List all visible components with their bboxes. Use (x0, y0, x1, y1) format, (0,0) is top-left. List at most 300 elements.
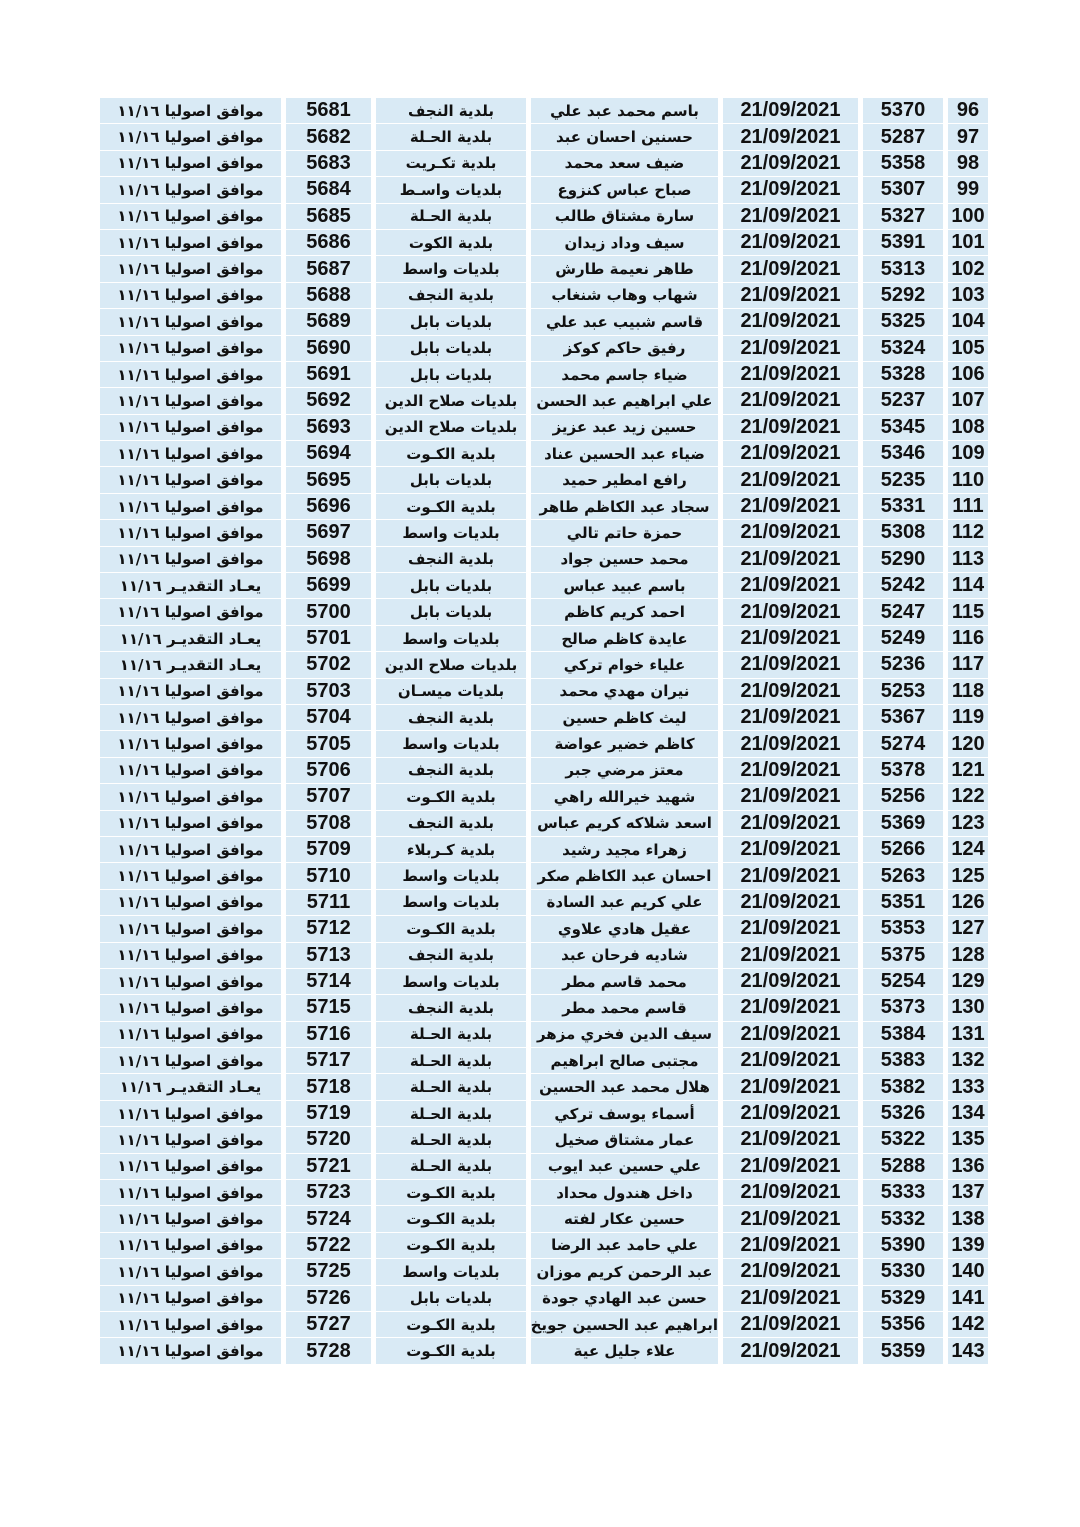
reference-code-cell: 5720 (281, 1127, 371, 1153)
table-row (100, 151, 988, 177)
reference-code-cell: 5727 (281, 1312, 371, 1338)
sequence-number-cell: 131 (943, 1022, 988, 1048)
approval-status-cell: موافق اصوليا ١١/١٦ (100, 1154, 281, 1180)
approval-status-cell: موافق اصوليا ١١/١٦ (100, 1101, 281, 1127)
approval-status-cell: موافق اصوليا ١١/١٦ (100, 309, 281, 335)
approval-status-cell: موافق اصوليا ١١/١٦ (100, 731, 281, 757)
sequence-number-cell: 109 (943, 441, 988, 467)
date-cell: 21/09/2021 (718, 309, 858, 335)
table-row (100, 547, 988, 573)
sequence-number-cell: 119 (943, 705, 988, 731)
date-cell: 21/09/2021 (718, 1022, 858, 1048)
table-row (100, 1206, 988, 1232)
municipality-cell: بلديات ميسـان (371, 679, 526, 705)
municipality-cell: بلدية النجف (371, 758, 526, 784)
sequence-number-cell: 132 (943, 1048, 988, 1074)
reference-code-cell: 5725 (281, 1259, 371, 1285)
sequence-number-cell: 110 (943, 467, 988, 493)
request-number-cell: 5307 (858, 177, 943, 203)
sequence-number-cell: 137 (943, 1180, 988, 1206)
table-row (100, 336, 988, 362)
municipality-cell: بلدية الكوت (371, 230, 526, 256)
request-number-cell: 5256 (858, 784, 943, 810)
request-number-cell: 5326 (858, 1101, 943, 1127)
person-name-cell: نيران مهدي محمد (526, 679, 718, 705)
person-name-cell: مجتبى صالح ابراهيم (526, 1048, 718, 1074)
date-cell: 21/09/2021 (718, 494, 858, 520)
approval-status-cell: موافق اصوليا ١١/١٦ (100, 1259, 281, 1285)
reference-code-cell: 5721 (281, 1154, 371, 1180)
approval-status-cell: موافق اصوليا ١١/١٦ (100, 124, 281, 150)
sequence-number-cell: 115 (943, 599, 988, 625)
request-number-cell: 5266 (858, 837, 943, 863)
municipality-cell: بلديات بابل (371, 467, 526, 493)
request-number-cell: 5290 (858, 547, 943, 573)
date-cell: 21/09/2021 (718, 1180, 858, 1206)
request-number-cell: 5327 (858, 204, 943, 230)
sequence-number-cell: 142 (943, 1312, 988, 1338)
table-row (100, 256, 988, 282)
municipality-cell: بلديات واسط (371, 626, 526, 652)
date-cell: 21/09/2021 (718, 124, 858, 150)
approval-status-cell: موافق اصوليا ١١/١٦ (100, 204, 281, 230)
approval-status-cell: موافق اصوليا ١١/١٦ (100, 441, 281, 467)
date-cell: 21/09/2021 (718, 811, 858, 837)
sequence-number-cell: 120 (943, 731, 988, 757)
municipality-cell: بلدية الكـوت (371, 441, 526, 467)
date-cell: 21/09/2021 (718, 362, 858, 388)
reference-code-cell: 5724 (281, 1206, 371, 1232)
approval-status-cell: موافق اصوليا ١١/١٦ (100, 415, 281, 441)
table-row (100, 520, 988, 546)
municipality-cell: بلديات صلاح الدين (371, 415, 526, 441)
sequence-number-cell: 135 (943, 1127, 988, 1153)
reference-code-cell: 5689 (281, 309, 371, 335)
request-number-cell: 5328 (858, 362, 943, 388)
table-row (100, 995, 988, 1021)
municipality-cell: بلديات واسط (371, 969, 526, 995)
person-name-cell: طاهر نعيمة طارش (526, 256, 718, 282)
date-cell: 21/09/2021 (718, 256, 858, 282)
approval-status-cell: موافق اصوليا ١١/١٦ (100, 1048, 281, 1074)
sequence-number-cell: 112 (943, 520, 988, 546)
person-name-cell: عايدة كاظم صالح (526, 626, 718, 652)
person-name-cell: زهراء مجيد رشيد (526, 837, 718, 863)
reference-code-cell: 5710 (281, 863, 371, 889)
person-name-cell: قاسم محمد مطر (526, 995, 718, 1021)
reference-code-cell: 5688 (281, 283, 371, 309)
table-row (100, 916, 988, 942)
table-row (100, 784, 988, 810)
reference-code-cell: 5726 (281, 1286, 371, 1312)
request-number-cell: 5367 (858, 705, 943, 731)
date-cell: 21/09/2021 (718, 1048, 858, 1074)
approval-status-cell: موافق اصوليا ١١/١٦ (100, 467, 281, 493)
person-name-cell: هلال محمد عبد الحسين (526, 1074, 718, 1100)
person-name-cell: كاظم خضير عواضة (526, 731, 718, 757)
person-name-cell: ضياء جاسم محمد (526, 362, 718, 388)
reference-code-cell: 5697 (281, 520, 371, 546)
table-row (100, 230, 988, 256)
sequence-number-cell: 98 (943, 151, 988, 177)
person-name-cell: علي حسين عبد ايوب (526, 1154, 718, 1180)
municipality-cell: بلدية النجف (371, 98, 526, 124)
reference-code-cell: 5682 (281, 124, 371, 150)
person-name-cell: ضياء عبد الحسين عناد (526, 441, 718, 467)
date-cell: 21/09/2021 (718, 599, 858, 625)
sequence-number-cell: 130 (943, 995, 988, 1021)
municipality-cell: بلدية النجف (371, 811, 526, 837)
date-cell: 21/09/2021 (718, 758, 858, 784)
approval-status-cell: موافق اصوليا ١١/١٦ (100, 1127, 281, 1153)
sequence-number-cell: 136 (943, 1154, 988, 1180)
date-cell: 21/09/2021 (718, 520, 858, 546)
sequence-number-cell: 124 (943, 837, 988, 863)
table-row (100, 758, 988, 784)
table-row (100, 811, 988, 837)
person-name-cell: علاء جليل عية (526, 1338, 718, 1364)
table-row (100, 124, 988, 150)
table-row (100, 652, 988, 678)
reference-code-cell: 5723 (281, 1180, 371, 1206)
request-number-cell: 5254 (858, 969, 943, 995)
sequence-number-cell: 139 (943, 1233, 988, 1259)
date-cell: 21/09/2021 (718, 177, 858, 203)
person-name-cell: حمزة حاتم تالي (526, 520, 718, 546)
sequence-number-cell: 99 (943, 177, 988, 203)
approval-status-cell: موافق اصوليا ١١/١٦ (100, 283, 281, 309)
reference-code-cell: 5705 (281, 731, 371, 757)
table-row (100, 1074, 988, 1100)
sequence-number-cell: 134 (943, 1101, 988, 1127)
request-number-cell: 5263 (858, 863, 943, 889)
request-number-cell: 5345 (858, 415, 943, 441)
date-cell: 21/09/2021 (718, 705, 858, 731)
request-number-cell: 5235 (858, 467, 943, 493)
municipality-cell: بلدية كـربلاء (371, 837, 526, 863)
person-name-cell: باسم عبيد عباس (526, 573, 718, 599)
date-cell: 21/09/2021 (718, 1286, 858, 1312)
approval-status-cell: يعـاد التقديـر ١١/١٦ (100, 1074, 281, 1100)
sequence-number-cell: 133 (943, 1074, 988, 1100)
sequence-number-cell: 96 (943, 98, 988, 124)
sequence-number-cell: 100 (943, 204, 988, 230)
date-cell: 21/09/2021 (718, 995, 858, 1021)
approval-status-cell: موافق اصوليا ١١/١٦ (100, 811, 281, 837)
approval-status-cell: موافق اصوليا ١١/١٦ (100, 1022, 281, 1048)
approval-status-cell: موافق اصوليا ١١/١٦ (100, 362, 281, 388)
request-number-cell: 5274 (858, 731, 943, 757)
request-number-cell: 5287 (858, 124, 943, 150)
municipality-cell: بلديات صلاح الدين (371, 652, 526, 678)
person-name-cell: ابراهيم عبد الحسين جويخ (526, 1312, 718, 1338)
municipality-cell: بلديات بابل (371, 573, 526, 599)
reference-code-cell: 5717 (281, 1048, 371, 1074)
reference-code-cell: 5690 (281, 336, 371, 362)
sequence-number-cell: 122 (943, 784, 988, 810)
municipality-cell: بلدية الحـلة (371, 1048, 526, 1074)
person-name-cell: شهيد خيرالله راهي (526, 784, 718, 810)
request-number-cell: 5324 (858, 336, 943, 362)
person-name-cell: حسنين احسان عبد (526, 124, 718, 150)
person-name-cell: صباح عباس كنزوع (526, 177, 718, 203)
date-cell: 21/09/2021 (718, 573, 858, 599)
municipality-cell: بلدية الكـوت (371, 1180, 526, 1206)
table-row (100, 388, 988, 414)
table-row (100, 969, 988, 995)
request-number-cell: 5332 (858, 1206, 943, 1232)
table-row (100, 204, 988, 230)
request-number-cell: 5370 (858, 98, 943, 124)
approval-status-cell: موافق اصوليا ١١/١٦ (100, 943, 281, 969)
person-name-cell: معتز مرضي جبر (526, 758, 718, 784)
sequence-number-cell: 138 (943, 1206, 988, 1232)
approval-status-cell: موافق اصوليا ١١/١٦ (100, 1286, 281, 1312)
sequence-number-cell: 126 (943, 890, 988, 916)
person-name-cell: شاديه فرحان عبد (526, 943, 718, 969)
approval-status-cell: يعـاد التقديـر ١١/١٦ (100, 626, 281, 652)
date-cell: 21/09/2021 (718, 1206, 858, 1232)
municipality-cell: بلدية تكـريت (371, 151, 526, 177)
municipality-cell: بلدية الكـوت (371, 784, 526, 810)
table-row (100, 837, 988, 863)
approval-status-cell: موافق اصوليا ١١/١٦ (100, 547, 281, 573)
table-row (100, 863, 988, 889)
person-name-cell: سجاد عبد الكاظم طاهر (526, 494, 718, 520)
approval-status-cell: موافق اصوليا ١١/١٦ (100, 177, 281, 203)
reference-code-cell: 5695 (281, 467, 371, 493)
sequence-number-cell: 97 (943, 124, 988, 150)
table-row (100, 731, 988, 757)
approval-status-cell: يعـاد التقديـر ١١/١٦ (100, 652, 281, 678)
sequence-number-cell: 103 (943, 283, 988, 309)
sequence-number-cell: 125 (943, 863, 988, 889)
table-row (100, 415, 988, 441)
request-number-cell: 5369 (858, 811, 943, 837)
date-cell: 21/09/2021 (718, 626, 858, 652)
reference-code-cell: 5703 (281, 679, 371, 705)
municipality-cell: بلدية الحـلة (371, 1101, 526, 1127)
request-number-cell: 5242 (858, 573, 943, 599)
table-row (100, 1233, 988, 1259)
municipality-cell: بلديات واسط (371, 520, 526, 546)
sequence-number-cell: 127 (943, 916, 988, 942)
sequence-number-cell: 129 (943, 969, 988, 995)
municipality-cell: بلديات واسط (371, 731, 526, 757)
reference-code-cell: 5713 (281, 943, 371, 969)
sequence-number-cell: 104 (943, 309, 988, 335)
date-cell: 21/09/2021 (718, 151, 858, 177)
person-name-cell: علياء خوام تركي (526, 652, 718, 678)
person-name-cell: ليث كاظم حسين (526, 705, 718, 731)
municipality-cell: بلدية النجف (371, 283, 526, 309)
date-cell: 21/09/2021 (718, 336, 858, 362)
approval-status-cell: موافق اصوليا ١١/١٦ (100, 916, 281, 942)
municipality-cell: بلدية الكـوت (371, 1206, 526, 1232)
date-cell: 21/09/2021 (718, 1259, 858, 1285)
date-cell: 21/09/2021 (718, 969, 858, 995)
request-number-cell: 5330 (858, 1259, 943, 1285)
person-name-cell: ضيف سعد محمد (526, 151, 718, 177)
sequence-number-cell: 111 (943, 494, 988, 520)
date-cell: 21/09/2021 (718, 388, 858, 414)
sequence-number-cell: 105 (943, 336, 988, 362)
table-row (100, 1022, 988, 1048)
approval-status-cell: موافق اصوليا ١١/١٦ (100, 230, 281, 256)
sequence-number-cell: 128 (943, 943, 988, 969)
sequence-number-cell: 106 (943, 362, 988, 388)
approval-status-cell: موافق اصوليا ١١/١٦ (100, 520, 281, 546)
reference-code-cell: 5691 (281, 362, 371, 388)
municipality-cell: بلدية الحـلة (371, 1127, 526, 1153)
request-number-cell: 5383 (858, 1048, 943, 1074)
person-name-cell: علي كريم عبد السادة (526, 890, 718, 916)
table-row (100, 1312, 988, 1338)
table-row (100, 890, 988, 916)
reference-code-cell: 5701 (281, 626, 371, 652)
reference-code-cell: 5712 (281, 916, 371, 942)
request-number-cell: 5353 (858, 916, 943, 942)
approval-status-cell: موافق اصوليا ١١/١٦ (100, 995, 281, 1021)
person-name-cell: رفيق حاكم كوكز (526, 336, 718, 362)
sequence-number-cell: 143 (943, 1338, 988, 1364)
request-number-cell: 5356 (858, 1312, 943, 1338)
municipality-cell: بلدية الحـلة (371, 1074, 526, 1100)
approval-status-cell: يعـاد التقديـر ١١/١٦ (100, 573, 281, 599)
table-row (100, 98, 988, 124)
date-cell: 21/09/2021 (718, 837, 858, 863)
request-number-cell: 5351 (858, 890, 943, 916)
municipality-cell: بلديات بابل (371, 336, 526, 362)
sequence-number-cell: 101 (943, 230, 988, 256)
reference-code-cell: 5709 (281, 837, 371, 863)
approval-status-cell: موافق اصوليا ١١/١٦ (100, 336, 281, 362)
table-row (100, 177, 988, 203)
reference-code-cell: 5694 (281, 441, 371, 467)
request-number-cell: 5247 (858, 599, 943, 625)
date-cell: 21/09/2021 (718, 652, 858, 678)
sequence-number-cell: 121 (943, 758, 988, 784)
approval-status-cell: موافق اصوليا ١١/١٦ (100, 1206, 281, 1232)
sequence-number-cell: 113 (943, 547, 988, 573)
municipality-cell: بلديات بابل (371, 309, 526, 335)
date-cell: 21/09/2021 (718, 863, 858, 889)
sequence-number-cell: 114 (943, 573, 988, 599)
date-cell: 21/09/2021 (718, 1101, 858, 1127)
date-cell: 21/09/2021 (718, 784, 858, 810)
date-cell: 21/09/2021 (718, 943, 858, 969)
request-number-cell: 5358 (858, 151, 943, 177)
table-row (100, 362, 988, 388)
municipality-cell: بلدية النجف (371, 547, 526, 573)
records-table (100, 98, 988, 1365)
person-name-cell: احمد كريم كاظم (526, 599, 718, 625)
approval-status-cell: موافق اصوليا ١١/١٦ (100, 758, 281, 784)
municipality-cell: بلديات واسط (371, 890, 526, 916)
municipality-cell: بلدية الحـلة (371, 124, 526, 150)
municipality-cell: بلدية الكـوت (371, 1312, 526, 1338)
municipality-cell: بلدية الكـوت (371, 1233, 526, 1259)
approval-status-cell: موافق اصوليا ١١/١٦ (100, 494, 281, 520)
reference-code-cell: 5681 (281, 98, 371, 124)
date-cell: 21/09/2021 (718, 731, 858, 757)
municipality-cell: بلدية الحـلة (371, 204, 526, 230)
approval-status-cell: موافق اصوليا ١١/١٦ (100, 784, 281, 810)
municipality-cell: بلديات واسـط (371, 177, 526, 203)
reference-code-cell: 5715 (281, 995, 371, 1021)
table-row (100, 1154, 988, 1180)
request-number-cell: 5331 (858, 494, 943, 520)
person-name-cell: محمد حسين جواد (526, 547, 718, 573)
person-name-cell: علي حامد عبد الرضا (526, 1233, 718, 1259)
sequence-number-cell: 102 (943, 256, 988, 282)
reference-code-cell: 5686 (281, 230, 371, 256)
reference-code-cell: 5693 (281, 415, 371, 441)
person-name-cell: سارة مشتاق طالب (526, 204, 718, 230)
approval-status-cell: موافق اصوليا ١١/١٦ (100, 256, 281, 282)
table-row (100, 494, 988, 520)
table-row (100, 283, 988, 309)
person-name-cell: قاسم شبيب عبد علي (526, 309, 718, 335)
request-number-cell: 5253 (858, 679, 943, 705)
table-row (100, 1127, 988, 1153)
municipality-cell: بلديات بابل (371, 362, 526, 388)
person-name-cell: احسان عبد الكاظم صكر (526, 863, 718, 889)
request-number-cell: 5390 (858, 1233, 943, 1259)
request-number-cell: 5308 (858, 520, 943, 546)
request-number-cell: 5288 (858, 1154, 943, 1180)
table-row (100, 1338, 988, 1364)
request-number-cell: 5333 (858, 1180, 943, 1206)
municipality-cell: بلدية الحـلة (371, 1022, 526, 1048)
request-number-cell: 5236 (858, 652, 943, 678)
municipality-cell: بلديات بابل (371, 599, 526, 625)
sequence-number-cell: 116 (943, 626, 988, 652)
reference-code-cell: 5698 (281, 547, 371, 573)
request-number-cell: 5322 (858, 1127, 943, 1153)
sequence-number-cell: 108 (943, 415, 988, 441)
municipality-cell: بلديات بابل (371, 1286, 526, 1312)
date-cell: 21/09/2021 (718, 1154, 858, 1180)
person-name-cell: داخل هندول محداد (526, 1180, 718, 1206)
request-number-cell: 5384 (858, 1022, 943, 1048)
reference-code-cell: 5696 (281, 494, 371, 520)
reference-code-cell: 5683 (281, 151, 371, 177)
table-row (100, 467, 988, 493)
date-cell: 21/09/2021 (718, 1233, 858, 1259)
approval-status-cell: موافق اصوليا ١١/١٦ (100, 1312, 281, 1338)
request-number-cell: 5237 (858, 388, 943, 414)
reference-code-cell: 5685 (281, 204, 371, 230)
municipality-cell: بلدية الكـوت (371, 1338, 526, 1364)
approval-status-cell: موافق اصوليا ١١/١٦ (100, 837, 281, 863)
table-row (100, 1259, 988, 1285)
date-cell: 21/09/2021 (718, 230, 858, 256)
municipality-cell: بلدية الكـوت (371, 494, 526, 520)
date-cell: 21/09/2021 (718, 679, 858, 705)
date-cell: 21/09/2021 (718, 1338, 858, 1364)
reference-code-cell: 5711 (281, 890, 371, 916)
reference-code-cell: 5706 (281, 758, 371, 784)
person-name-cell: حسين زيد عبد عزيز (526, 415, 718, 441)
municipality-cell: بلديات واسط (371, 1259, 526, 1285)
reference-code-cell: 5704 (281, 705, 371, 731)
reference-code-cell: 5707 (281, 784, 371, 810)
approval-status-cell: موافق اصوليا ١١/١٦ (100, 1338, 281, 1364)
reference-code-cell: 5718 (281, 1074, 371, 1100)
request-number-cell: 5382 (858, 1074, 943, 1100)
table-row (100, 599, 988, 625)
